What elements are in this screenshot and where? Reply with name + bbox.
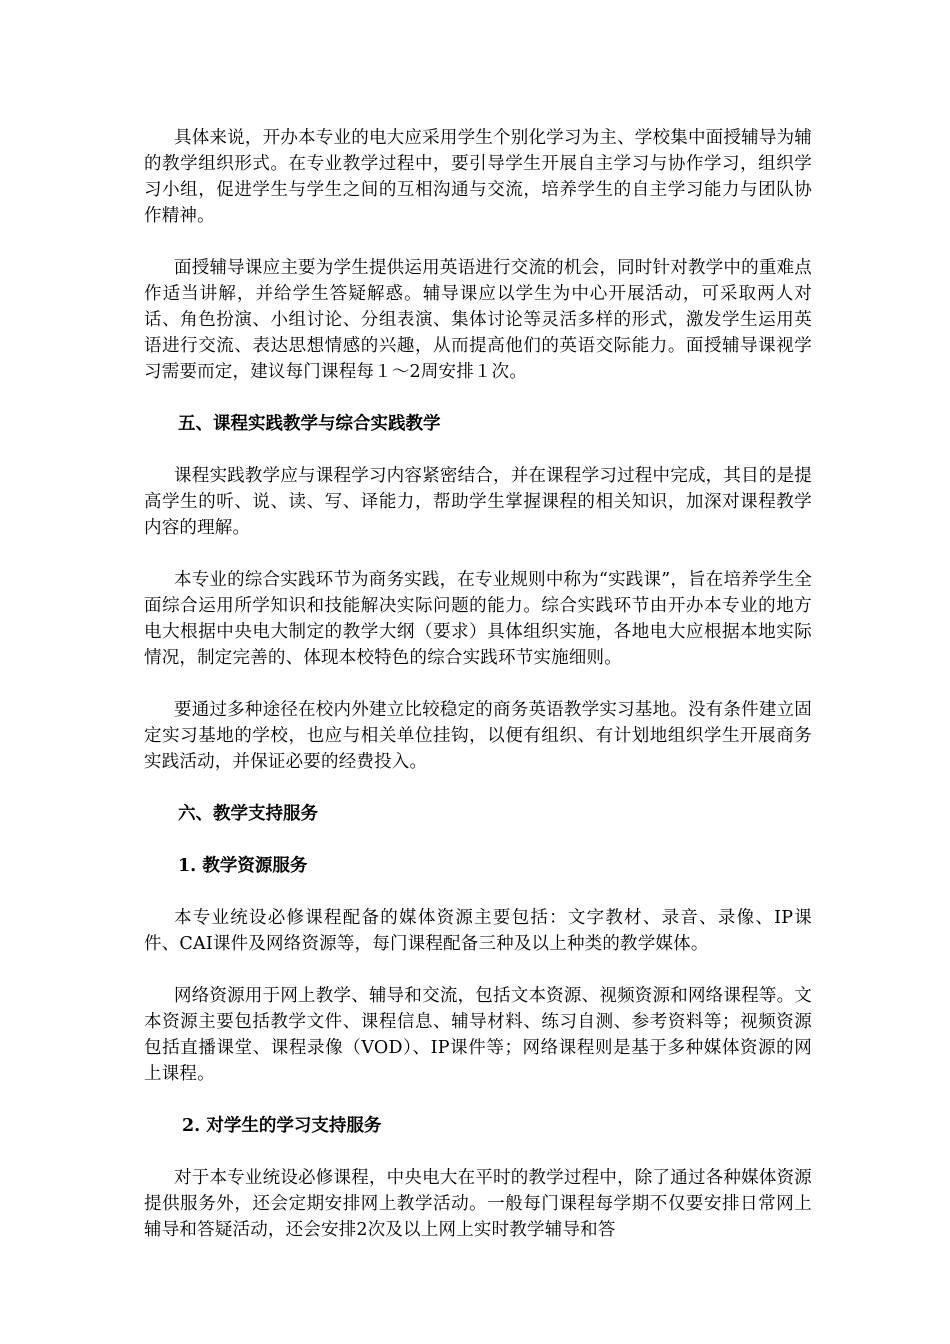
paragraph-comprehensive-practice: 本专业的综合实践环节为商务实践，在专业规则中称为“实践课”，旨在培养学生全面综合运用所学知识和技能解决实际问题的能力。综合实践环节由开办本专业的地方电大根据中央电大制定的教学大纲（要求）具体组织实施，各地电大应根据本地实际情况，制定完善的、体现本校特色的综合实践环节实施细则。 [144, 570, 812, 668]
section-heading-support: 六、教学支持服务 [178, 804, 318, 824]
subsection-heading-resources: 1. 教学资源服务 [178, 856, 308, 876]
paragraph-course-practice: 课程实践教学应与课程学习内容紧密结合，并在课程学习过程中完成，其目的是提高学生的听、说、读、写、译能力，帮助学生掌握课程的相关知识，加深对课程教学内容的理解。 [144, 466, 812, 538]
paragraph-network-resources: 网络资源用于网上教学、辅导和交流，包括文本资源、视频资源和网络课程等。文本资源主要包括教学文件、课程信息、辅导材料、练习自测、参考资料等；视频资源包括直播课堂、课程录像（VOD）、IP课件等；网络课程则是基于多种媒体资源的网上课程。 [144, 986, 812, 1084]
paragraph-online-activities: 对于本专业统设必修课程，中央电大在平时的教学过程中，除了通过各种媒体资源提供服务外，还会定期安排网上教学活动。一般每门课程每学期不仅要安排日常网上辅导和答疑活动，还会安排2次及以上网上实时教学辅导和答 [144, 1168, 812, 1240]
paragraph-media-resources: 本专业统设必修课程配备的媒体资源主要包括：文字教材、录音、录像、IP课件、CAI课件及网络资源等，每门课程配备三种及以上种类的教学媒体。 [144, 908, 812, 954]
paragraph-tutoring: 面授辅导课应主要为学生提供运用英语进行交流的机会，同时针对教学中的重难点作适当讲解，并给学生答疑解惑。辅导课应以学生为中心开展活动，可采取两人对话、角色扮演、小组讨论、分组表演、集体讨论等灵活多样的形式，激发学生运用英语进行交流、表达思想情感的兴趣，从而提高他们的英语交际能力。面授辅导课视学习需要而定，建议每门课程每１～2周安排１次。 [144, 258, 812, 382]
subsection-heading-student-support: 2. 对学生的学习支持服务 [182, 1116, 382, 1136]
paragraph-organization: 具体来说，开办本专业的电大应采用学生个别化学习为主、学校集中面授辅导为辅的教学组织形式。在专业教学过程中，要引导学生开展自主学习与协作学习，组织学习小组，促进学生与学生之间的互相沟通与交流，培养学生的自主学习能力与团队协作精神。 [144, 128, 812, 226]
document-body [144, 125, 812, 1269]
section-heading-practice: 五、课程实践教学与综合实践教学 [178, 414, 441, 434]
paragraph-internship-base: 要通过多种途径在校内外建立比较稳定的商务英语教学实习基地。没有条件建立固定实习基地的学校，也应与相关单位挂钩，以便有组织、有计划地组织学生开展商务实践活动，并保证必要的经费投入。 [144, 700, 812, 772]
